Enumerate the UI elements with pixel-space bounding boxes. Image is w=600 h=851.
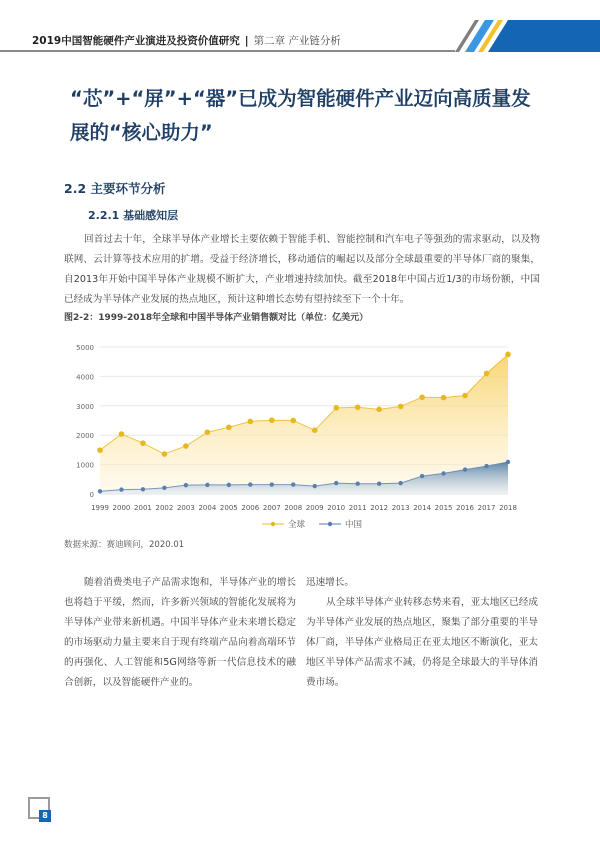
x-tick-label: 2000 <box>112 504 131 512</box>
subsection-heading: 2.2.1 基础感知层 <box>88 209 179 222</box>
x-tick-label: 2009 <box>305 504 324 512</box>
data-point <box>441 395 447 401</box>
legend-marker-global-icon <box>262 521 284 527</box>
y-tick-label: 2000 <box>76 432 94 441</box>
y-tick-label: 3000 <box>76 402 94 411</box>
data-point <box>355 404 361 410</box>
data-point <box>162 486 166 490</box>
header-separator: | <box>244 35 249 47</box>
data-point <box>269 417 275 423</box>
x-tick-label: 2010 <box>327 504 346 512</box>
x-tick-label: 2001 <box>134 504 152 512</box>
chapter-label: 第二章 产业链分析 <box>253 35 341 47</box>
legend-marker-china-icon <box>319 521 341 527</box>
data-point <box>140 440 146 446</box>
data-point <box>184 483 188 487</box>
data-point <box>270 482 274 486</box>
legend-label: 全球 <box>288 520 306 530</box>
y-tick-label: 5000 <box>76 344 94 352</box>
page-number: 8 <box>39 810 51 822</box>
data-point <box>484 371 490 377</box>
x-tick-label: 2018 <box>499 504 517 512</box>
data-source-note: 数据来源：赛迪顾问，2020.01 <box>64 540 185 550</box>
x-tick-label: 2015 <box>434 504 453 512</box>
x-tick-label: 2016 <box>456 504 474 512</box>
data-point <box>119 431 125 437</box>
data-point <box>162 451 168 457</box>
sales-area-chart <box>60 335 530 520</box>
data-point <box>227 483 231 487</box>
y-tick-label: 1000 <box>76 461 94 470</box>
x-tick-label: 2006 <box>241 504 260 512</box>
chart-legend <box>262 518 362 530</box>
x-tick-label: 2012 <box>370 504 389 512</box>
chart-series <box>97 352 511 494</box>
data-point <box>441 471 445 475</box>
x-tick-label: 2013 <box>391 504 410 512</box>
data-point <box>398 481 402 485</box>
report-title: 2019中国智能硬件产业演进及投资价值研究 <box>32 35 240 47</box>
data-point <box>119 487 123 491</box>
x-tick-label: 2004 <box>198 504 217 512</box>
data-point <box>420 474 424 478</box>
data-point <box>141 487 145 491</box>
x-tick-label: 2011 <box>348 504 367 512</box>
legend-label: 中国 <box>345 520 363 530</box>
y-axis-ticks <box>76 344 94 499</box>
data-point <box>312 427 318 433</box>
header-rule <box>0 50 455 52</box>
data-point <box>248 482 252 486</box>
data-point <box>463 467 467 471</box>
data-point <box>98 489 102 493</box>
legend-item-global <box>262 518 305 530</box>
data-point <box>377 482 381 486</box>
data-point <box>313 484 317 488</box>
data-point <box>248 419 254 425</box>
x-tick-label: 2014 <box>413 504 432 512</box>
data-point <box>226 424 232 430</box>
data-point <box>398 404 404 410</box>
right-column-text <box>306 573 538 693</box>
data-point <box>484 464 488 468</box>
continuation-text: 迅速增长。 <box>306 577 354 588</box>
x-tick-label: 2002 <box>155 504 174 512</box>
data-point <box>334 481 338 485</box>
page-title: “芯”+“屏”+“器”已成为智能硬件产业迈向高质量发展的“核心助力” <box>70 87 531 144</box>
data-point <box>183 443 189 449</box>
data-point <box>205 483 209 487</box>
data-point <box>376 407 382 413</box>
header-stripes-decoration <box>440 20 600 52</box>
page-header <box>0 0 600 60</box>
data-point <box>97 447 103 453</box>
left-column-paragraph: 随着消费类电子产品需求饱和，半导体产业的增长也将趋于平缓，然而，许多新兴领域的智能化发展将为半导体产业带来新机遇。中国半导体产业未来增长稳定的市场驱动力量主要来自于现有终端产品向着高端环节的再强化、人工智能和5G网络等新一代信息技术的融合创新，以及智能硬件产业的。 <box>64 577 296 688</box>
header-title <box>32 33 341 48</box>
data-point <box>205 429 211 435</box>
data-point <box>462 393 468 399</box>
data-point <box>355 482 359 486</box>
data-point <box>419 394 425 400</box>
y-tick-label: 0 <box>89 491 94 499</box>
y-tick-label: 4000 <box>76 373 94 382</box>
x-tick-label: 2005 <box>219 504 238 512</box>
x-tick-label: 1999 <box>91 504 109 512</box>
x-tick-label: 2003 <box>176 504 195 512</box>
data-point <box>505 352 511 358</box>
data-point <box>333 405 339 411</box>
x-tick-label: 2017 <box>477 504 496 512</box>
section-heading: 2.2 主要环节分析 <box>64 181 166 196</box>
legend-item-china <box>319 518 362 530</box>
intro-paragraph: 回首过去十年，全球半导体产业增长主要依赖于智能手机、智能控制和汽车电子等强劲的需求驱动，以及物联网、云计算等技术应用的扩增。受益于经济增长，移动通信的崛起以及部分全球最重要的半导体厂商的聚集，自2013年开始中国半导体产业规模不断扩大，产业增速持续加快。截至2018年中国占近1/3的市场份额，中国已经成为半导体产业发展的热点地区，预计这种增长态势有望持续至下一个十年。 <box>64 234 540 305</box>
x-tick-label: 2008 <box>284 504 303 512</box>
data-point <box>506 460 510 464</box>
right-column-paragraph: 从全球半导体产业转移态势来看，亚太地区已经成为半导体产业发展的热点地区，聚集了部分重要的半导体厂商，半导体产业格局正在亚太地区不断演化，亚太地区半导体产品需求不减，仍将是全球最大的半导体消费市场。 <box>306 597 538 688</box>
x-axis-ticks <box>91 504 517 512</box>
x-tick-label: 2007 <box>262 504 281 512</box>
data-point <box>290 418 296 424</box>
figure-caption: 图2-2：1999-2018年全球和中国半导体产业销售额对比（单位：亿美元） <box>64 313 369 323</box>
data-point <box>291 482 295 486</box>
